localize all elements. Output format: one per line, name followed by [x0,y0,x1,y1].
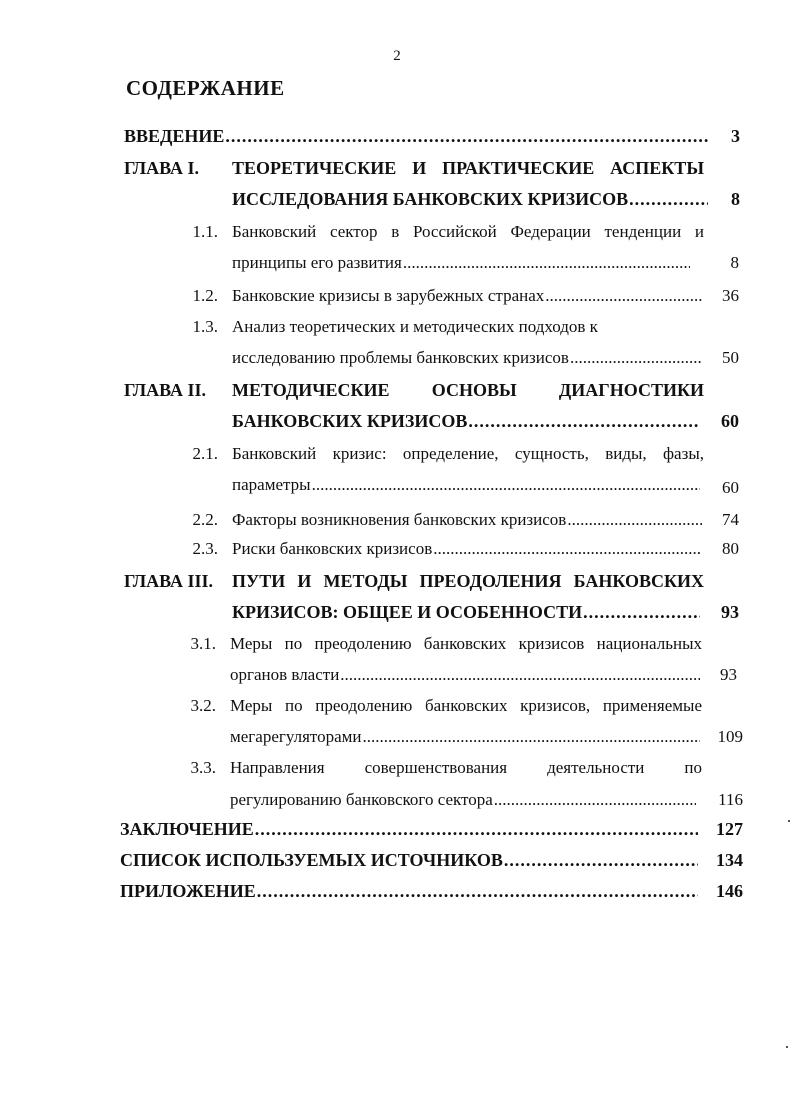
chapter-3-title-line2-text: КРИЗИСОВ: ОБЩЕЕ И ОСОБЕННОСТИ [232,602,583,622]
section-2-3-line1-text: Риски банковских кризисов [232,539,433,558]
section-1-3-number: 1.3. [192,317,218,336]
leader-dots [225,126,708,147]
toc-intro-page: 3 [731,126,740,146]
toc-conclusion-page: 127 [716,819,743,839]
section-1-1-line2-text: принципы его развития [232,253,402,272]
leader-dots [433,539,700,559]
leader-dots [340,665,700,685]
section-2-2-number: 2.2. [192,510,218,529]
leader-dots [570,348,702,368]
section-2-3-line1[interactable] [232,539,700,559]
section-1-3-line2[interactable] [232,348,702,368]
section-2-1-line1[interactable]: Банковский кризис: определение, сущность, виды, фазы, [232,444,704,463]
chapter-3-title-line1[interactable]: ПУТИ И МЕТОДЫ ПРЕОДОЛЕНИЯ БАНКОВСКИХ [232,571,704,591]
chapter-2-title-line1[interactable]: МЕТОДИЧЕСКИЕ ОСНОВЫ ДИАГНОСТИКИ [232,380,704,400]
leader-dots [255,819,698,840]
chapter-2-page: 60 [721,411,739,431]
section-3-1-number: 3.1. [190,634,216,653]
chapter-1-title-line2-text: ИССЛЕДОВАНИЯ БАНКОВСКИХ КРИЗИСОВ [232,189,629,209]
section-1-1-line2[interactable] [232,253,690,273]
section-3-2-line2[interactable] [230,727,700,747]
leader-dots [312,475,700,495]
chapter-2-title-line2-text: БАНКОВСКИХ КРИЗИСОВ [232,411,468,431]
section-1-2-number: 1.2. [192,286,218,305]
section-3-3-number: 3.3. [190,758,216,777]
section-3-2-line1[interactable]: Меры по преодолению банковских кризисов, применяемые [230,696,702,715]
chapter-2-label: ГЛАВА II. [124,380,207,400]
leader-dots [504,850,698,871]
section-1-2-line1-text: Банковские кризисы в зарубежных странах [232,286,545,305]
section-3-1-line1[interactable]: Меры по преодолению банковских кризисов национальных [230,634,702,653]
toc-conclusion-label: ЗАКЛЮЧЕНИЕ [120,819,254,839]
toc-appendix-page: 146 [716,881,743,901]
section-3-2-line2-text: мегарегуляторами [230,727,362,746]
chapter-3-label: ГЛАВА III. [124,571,214,591]
scan-speck [786,1046,788,1048]
leader-dots [468,411,698,432]
toc-references-page: 134 [716,850,743,870]
section-2-3-page: 80 [722,539,739,558]
toc-intro-line[interactable] [124,126,708,147]
section-2-3-number: 2.3. [192,539,218,558]
chapter-3-title-line2[interactable] [232,602,700,623]
section-2-2-page: 74 [722,510,739,529]
contents-heading: СОДЕРЖАНИЕ [126,76,285,100]
section-2-2-line1[interactable] [232,510,702,530]
page-number: 2 [393,48,401,64]
chapter-1-label: ГЛАВА I. [124,158,200,178]
toc-appendix-line[interactable] [120,881,698,902]
section-2-1-line2[interactable] [232,475,700,495]
leader-dots [629,189,708,210]
section-1-1-number: 1.1. [192,222,218,241]
section-1-3-page: 50 [722,348,739,367]
section-1-2-page: 36 [722,286,739,305]
chapter-2-title-line2[interactable] [232,411,698,432]
section-3-2-page: 109 [717,727,743,746]
section-1-1-line1[interactable]: Банковский сектор в Российской Федерации тенденции и [232,222,704,241]
section-3-1-line2-text: органов власти [230,665,340,684]
section-3-1-page: 93 [720,665,737,684]
leader-dots [545,286,702,306]
section-3-3-line2[interactable] [230,790,696,810]
section-3-2-number: 3.2. [190,696,216,715]
leader-dots [257,881,698,902]
chapter-1-page: 8 [731,189,740,209]
section-3-3-line1[interactable]: Направления совершенствования деятельности по [230,758,702,777]
chapter-3-page: 93 [721,602,739,622]
toc-intro-label: ВВЕДЕНИЕ [124,126,225,146]
chapter-1-title-line2[interactable] [232,189,708,210]
leader-dots [494,790,696,810]
section-3-3-line2-text: регулированию банковского сектора [230,790,493,809]
leader-dots [363,727,700,747]
leader-dots [403,253,690,273]
section-3-3-page: 116 [718,790,743,809]
section-2-1-number: 2.1. [192,444,218,463]
section-1-3-line2-text: исследованию проблемы банковских кризисов [232,348,569,367]
section-2-1-line2-text: параметры [232,475,311,494]
leader-dots [583,602,700,623]
toc-references-label: СПИСОК ИСПОЛЬЗУЕМЫХ ИСТОЧНИКОВ [120,850,503,870]
toc-appendix-label: ПРИЛОЖЕНИЕ [120,881,256,901]
chapter-1-title-line1[interactable]: ТЕОРЕТИЧЕСКИЕ И ПРАКТИЧЕСКИЕ АСПЕКТЫ [232,158,704,178]
toc-references-line[interactable] [120,850,698,871]
section-3-1-line2[interactable] [230,665,700,685]
section-2-1-page: 60 [722,478,739,497]
toc-conclusion-line[interactable] [120,819,698,840]
section-1-3-line1[interactable]: Анализ теоретических и методических подходов к [232,317,598,336]
section-1-2-line1[interactable] [232,286,702,306]
scan-speck [788,820,790,822]
section-1-1-page: 8 [730,253,739,272]
leader-dots [567,510,702,530]
section-2-2-line1-text: Факторы возникновения банковских кризисов [232,510,567,529]
